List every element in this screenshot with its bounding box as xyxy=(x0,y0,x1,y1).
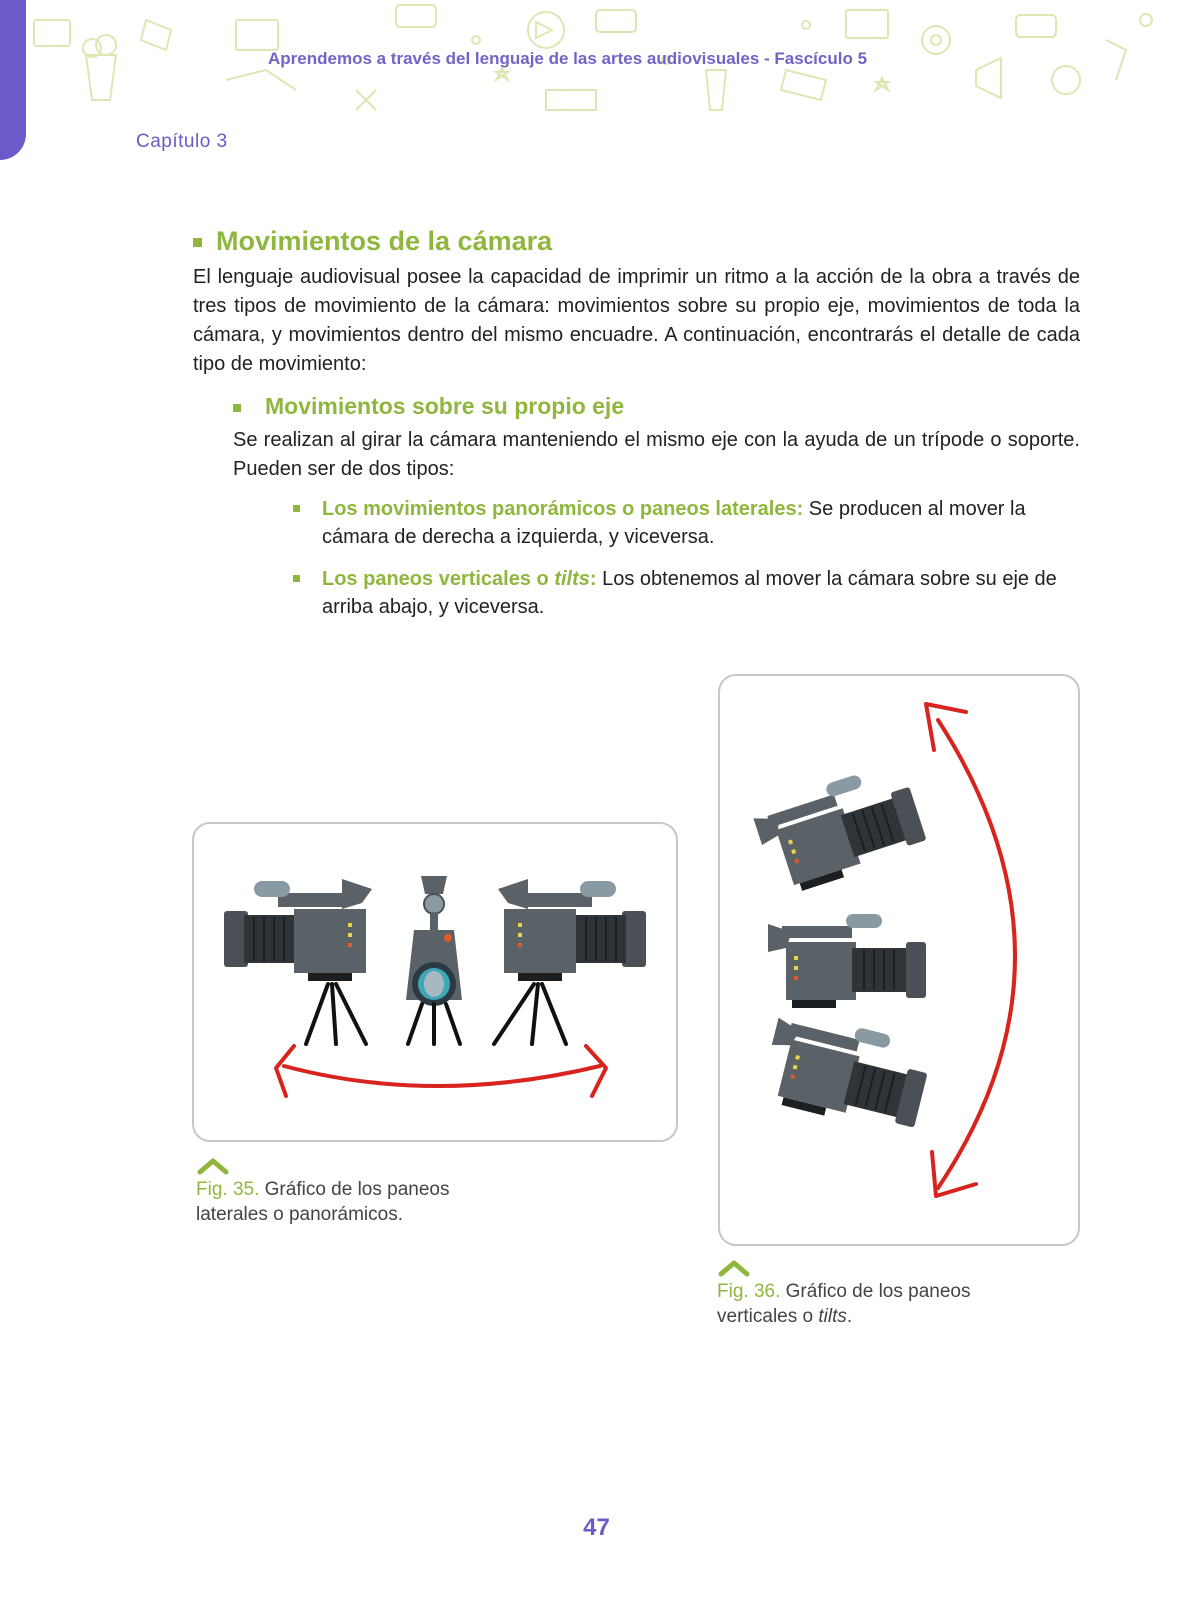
term-panoramic: Los movimientos panorámicos o paneos laterales: xyxy=(322,498,804,520)
figure-36-text-prefix: Gráfico de los paneos verticales o xyxy=(717,1281,971,1327)
bullet-square-icon xyxy=(293,505,300,512)
section-heading xyxy=(193,226,1080,257)
figure-36-label: Fig. 36. xyxy=(717,1281,781,1302)
list-item xyxy=(293,565,1080,621)
term-tilt-suffix: : xyxy=(589,568,597,590)
figure-36-text-suffix: . xyxy=(846,1306,853,1327)
bullet-square-icon xyxy=(293,575,300,582)
subsection-title: Movimientos sobre su propio eje xyxy=(265,393,625,419)
figure-35-caption xyxy=(196,1157,496,1227)
chapter-label: Capítulo 3 xyxy=(136,131,228,152)
chapter-tab xyxy=(0,0,26,160)
list-item xyxy=(293,495,1080,551)
running-header: Aprendemos a través del lenguaje de las artes audiovisuales - Fascículo 5 xyxy=(268,49,868,68)
term-tilt xyxy=(322,568,597,590)
figure-36-box xyxy=(718,674,1080,1246)
page-number: 47 xyxy=(583,1514,610,1541)
figure-36-text-italic: tilts xyxy=(818,1306,847,1327)
figure-35-label: Fig. 35. xyxy=(196,1179,260,1200)
subsection-heading xyxy=(233,393,1080,420)
chevron-up-icon xyxy=(717,1259,751,1277)
figure-36-caption xyxy=(717,1259,1037,1329)
term-tilt-italic: tilts xyxy=(554,568,590,590)
bullet-square-icon xyxy=(193,238,202,247)
bullet-square-icon xyxy=(233,404,241,412)
intro-paragraph: El lenguaje audiovisual posee la capacidad de imprimir un ritmo a la acción de la obra a través de tres tipos de movimiento de la cámara: movimientos sobre su propio eje, movimientos de toda la cámara, y movimientos dentro del mismo encuadre. A continuación, encontrarás el detalle de cada tipo de movimiento: xyxy=(193,266,1080,375)
tilt-illustration xyxy=(720,676,1078,1244)
figure-35-box xyxy=(192,822,678,1142)
pan-types-list xyxy=(293,495,1080,635)
definition-tilt: Los obtenemos al mover la cámara sobre su eje de arriba abajo, y viceversa. xyxy=(322,568,1057,618)
subsection-own-axis xyxy=(233,393,1080,484)
section-camera-movements xyxy=(193,226,1080,379)
figure-35-text: Gráfico de los paneos laterales o panorámicos. xyxy=(196,1179,450,1225)
term-tilt-prefix: Los paneos verticales o xyxy=(322,568,555,590)
chevron-up-icon xyxy=(196,1157,230,1175)
subsection-paragraph: Se realizan al girar la cámara manteniendo el mismo eje con la ayuda de un trípode o soporte. Pueden ser de dos tipos: xyxy=(233,429,1080,480)
section-title: Movimientos de la cámara xyxy=(216,226,553,256)
definition-panoramic: Se producen al mover la cámara de derecha a izquierda, y viceversa. xyxy=(322,498,1026,548)
lateral-pan-illustration xyxy=(194,824,676,1140)
